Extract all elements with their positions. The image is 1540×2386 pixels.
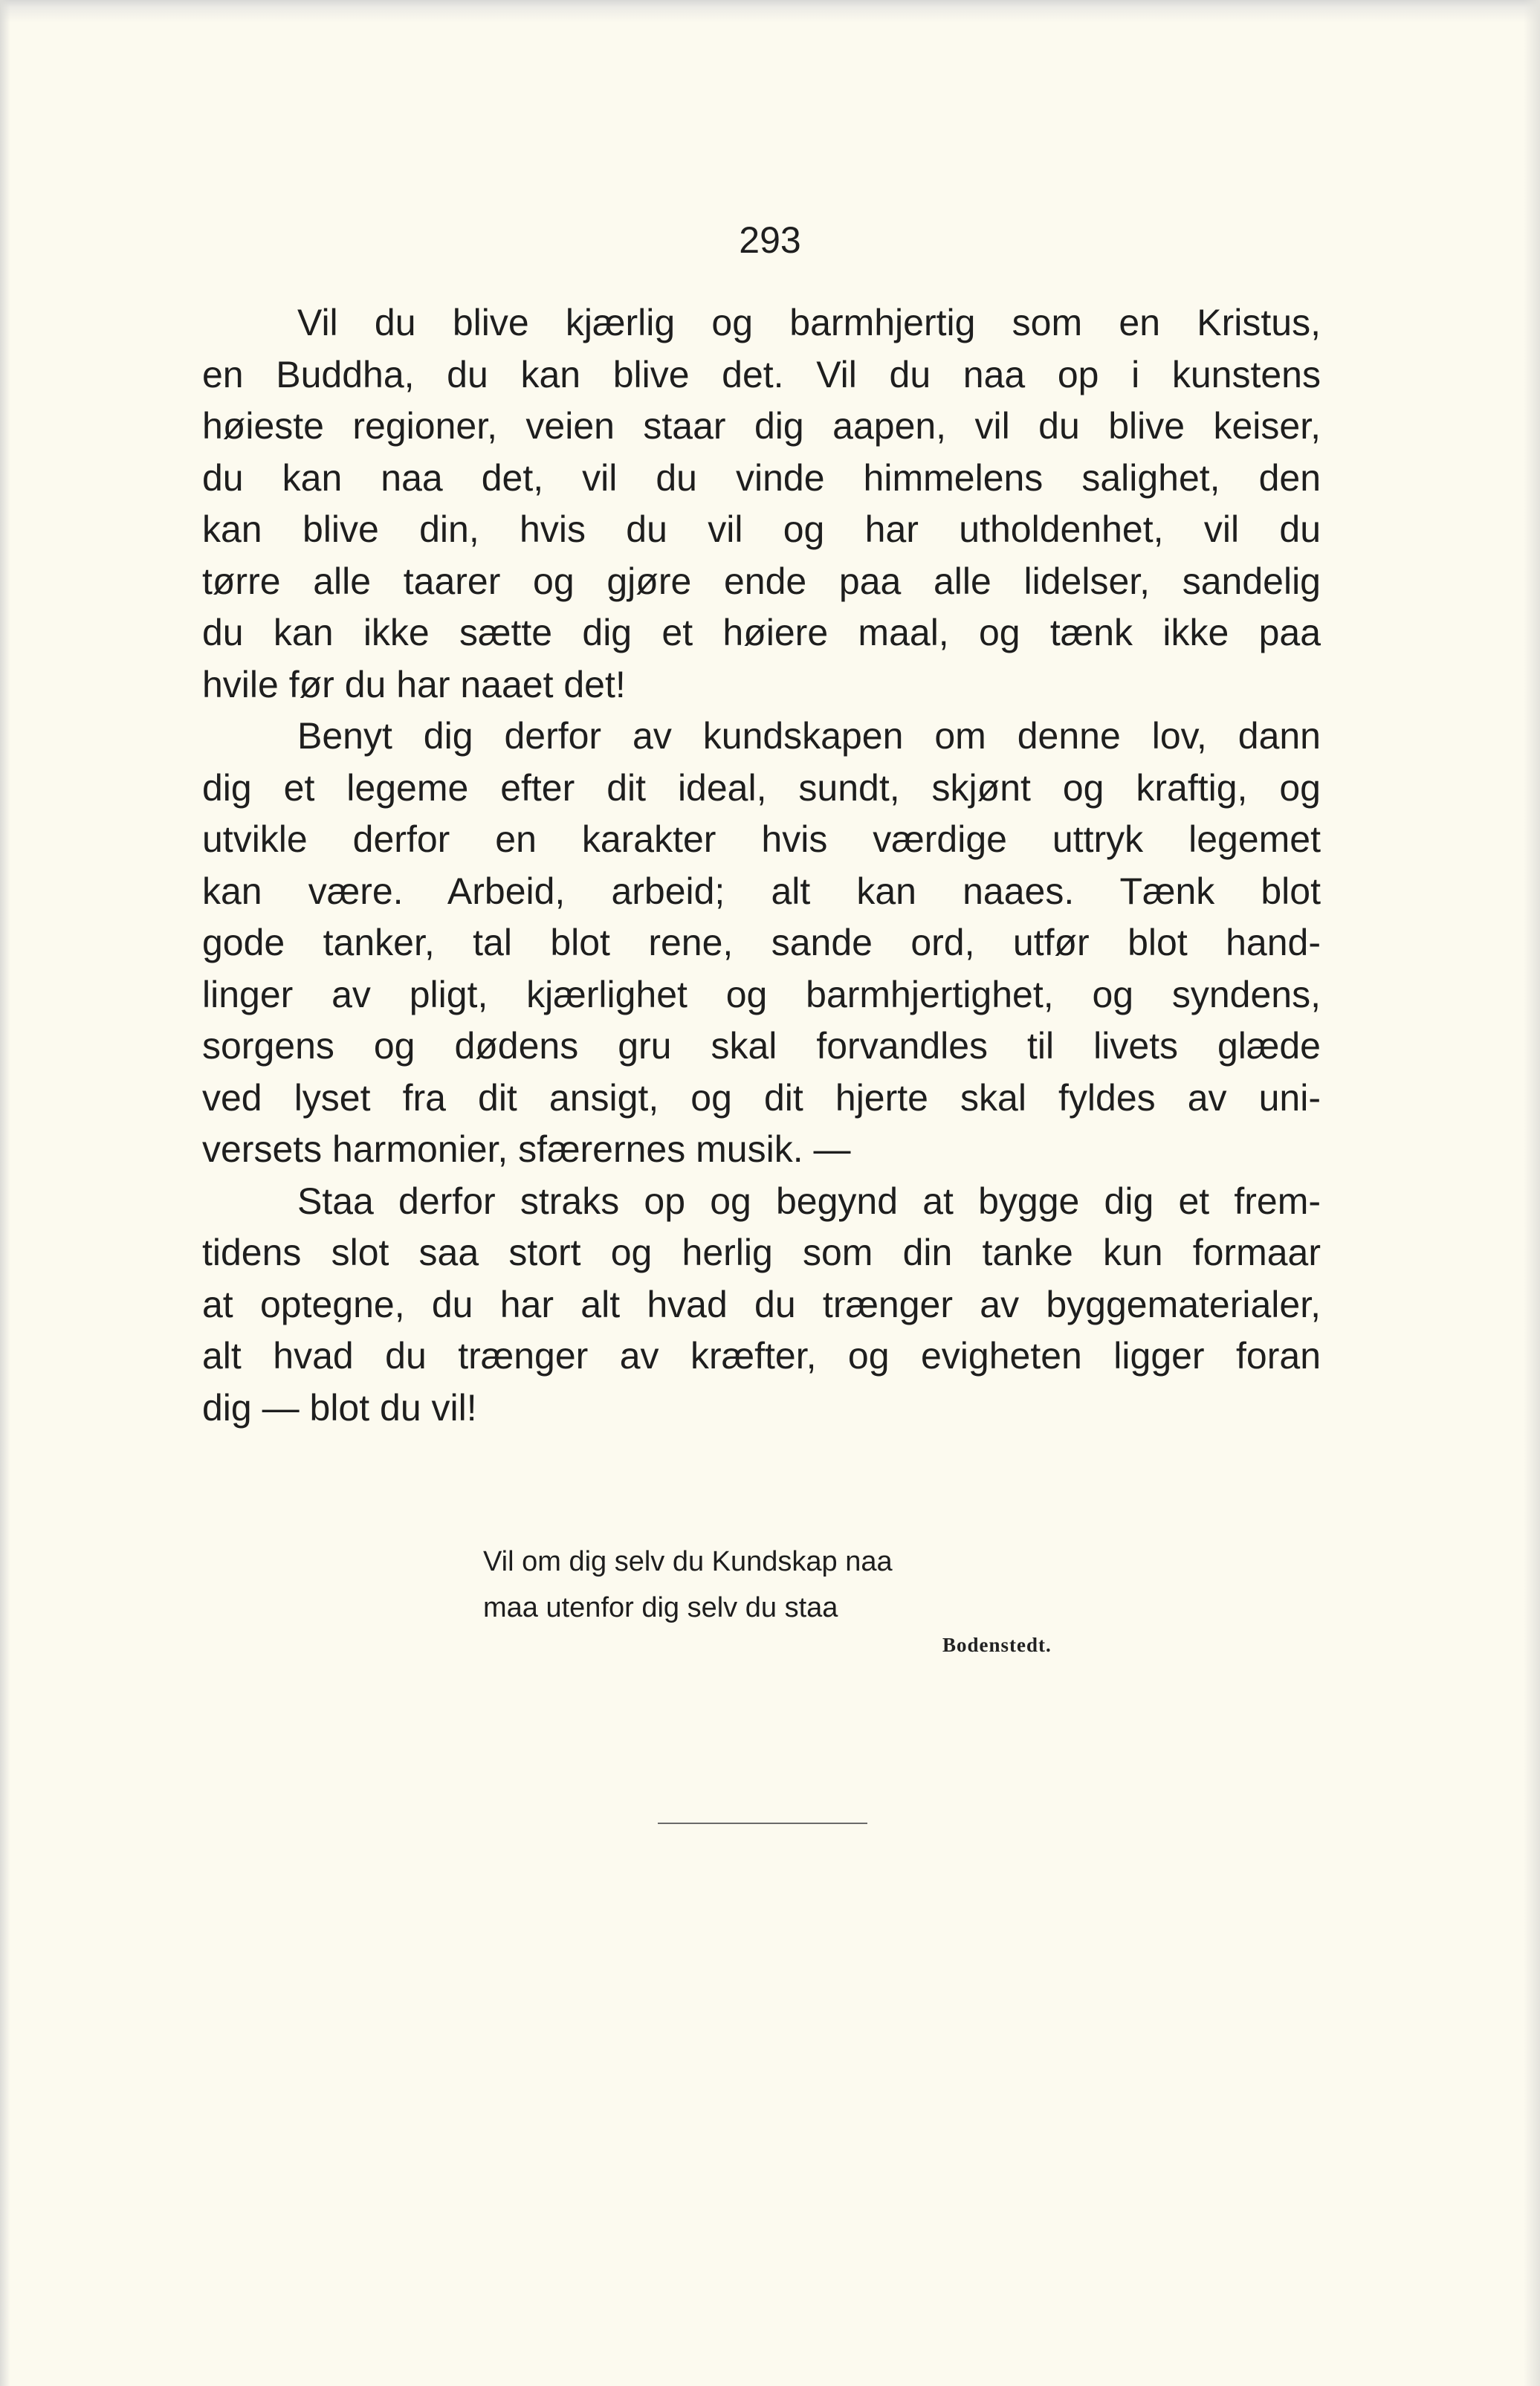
text-line: dig et legeme efter dit ideal, sundt, skjønt og kraftig, og — [202, 766, 1321, 809]
text-line: at optegne, du har alt hvad du trænger av byggematerialer, — [202, 1283, 1321, 1325]
body-text — [202, 297, 1321, 1434]
text-line: kan være. Arbeid, arbeid; alt kan naaes. Tænk blot — [202, 870, 1321, 912]
text-line: sorgens og dødens gru skal forvandles til livets glæde — [202, 1025, 1321, 1067]
epigraph-line: maa utenfor dig selv du staa — [483, 1592, 838, 1623]
text-line: kan blive din, hvis du vil og har utholdenhet, vil du — [202, 508, 1321, 550]
text-line: høieste regioner, veien staar dig aapen, vil du blive keiser, — [202, 405, 1321, 447]
text-line: utvikle derfor en karakter hvis værdige uttryk legemet — [202, 818, 1321, 860]
epigraph — [483, 1539, 893, 1631]
paragraph-3 — [202, 1176, 1321, 1435]
epigraph-attribution: Bodenstedt. — [942, 1634, 1052, 1656]
scan-edge-left — [0, 0, 10, 2386]
text-line: du kan naa det, vil du vinde himmelens salighet, den — [202, 456, 1321, 499]
page-number: 293 — [739, 219, 801, 261]
text-line: tørre alle taarer og gjøre ende paa alle lidelser, sandelig — [202, 560, 1321, 602]
text-line: gode tanker, tal blot rene, sande ord, utfør blot hand- — [202, 922, 1321, 963]
text-line: du kan ikke sætte dig et høiere maal, og tænk ikke paa — [202, 612, 1321, 653]
text-line: Benyt dig derfor av kundskapen om denne lov, dann — [297, 715, 1321, 757]
scan-edge-top — [0, 0, 1540, 22]
section-divider — [658, 1823, 867, 1824]
text-line: hvile før du har naaet det! — [202, 663, 626, 705]
text-line: ved lyset fra dit ansigt, og dit hjerte skal fyldes av uni- — [202, 1076, 1321, 1119]
text-line: versets harmonier, sfærernes musik. — — [202, 1128, 851, 1170]
text-line: Staa derfor straks op og begynd at bygge dig et frem- — [297, 1180, 1321, 1222]
text-line: Vil du blive kjærlig og barmhjertig som en Kristus, — [297, 302, 1321, 343]
paragraph-1 — [202, 297, 1321, 711]
epigraph-line: Vil om dig selv du Kundskap naa — [483, 1546, 893, 1577]
text-line: en Buddha, du kan blive det. Vil du naa op i kunstens — [202, 353, 1321, 395]
text-line: dig — blot du vil! — [202, 1386, 477, 1429]
text-line: alt hvad du trænger av kræfter, og evigheten ligger foran — [202, 1335, 1321, 1377]
text-line: tidens slot saa stort og herlig som din tanke kun formaar — [202, 1232, 1321, 1273]
text-line: linger av pligt, kjærlighet og barmhjertighet, og syndens, — [202, 973, 1321, 1015]
scan-edge-right — [1524, 0, 1540, 2386]
paragraph-2 — [202, 711, 1321, 1176]
